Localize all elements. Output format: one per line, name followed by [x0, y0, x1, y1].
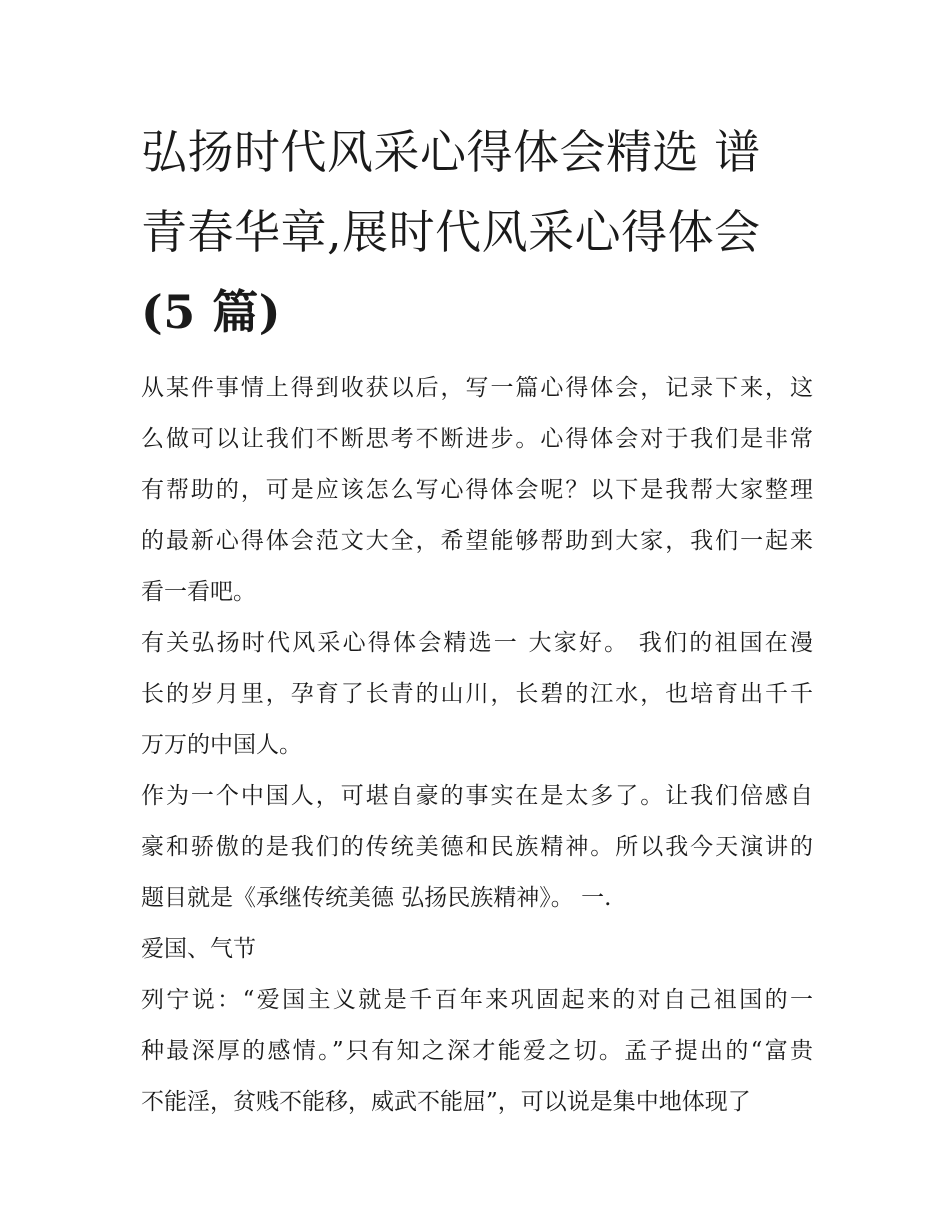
text-line: 看一看吧。 [141, 579, 256, 605]
section-heading [141, 924, 813, 975]
text-line: 长的岁月里，孕育了长青的山川，长碧的江水，也培育出千千 [141, 681, 813, 707]
text-line: 作为一个中国人，可堪自豪的事实在是太多了。让我们倍感自 [141, 783, 813, 809]
paragraph-intro [141, 363, 813, 618]
text-line: 么做可以让我们不断思考不断进步。心得体会对于我们是非常 [141, 426, 813, 452]
document-title [141, 112, 813, 352]
text-line: 有关弘扬时代风采心得体会精选一 大家好。 我们的祖国在漫 [141, 630, 813, 656]
document-body [141, 363, 813, 1128]
text-line: 从某件事情上得到收获以后，写一篇心得体会，记录下来，这 [141, 375, 813, 401]
title-line: 青春华章,展时代风采心得体会 [141, 205, 761, 259]
document-page [141, 112, 813, 1128]
text-line: 不能淫，贫贱不能移，威武不能屈”，可以说是集中地体现了 [141, 1089, 751, 1115]
text-line: 爱国、气节 [141, 936, 256, 962]
text-line: 题目就是《承继传统美德 弘扬民族精神》。 一. [141, 885, 612, 911]
paragraph-lenin-quote [141, 975, 813, 1128]
paragraph-pride [141, 771, 813, 924]
text-line: 豪和骄傲的是我们的传统美德和民族精神。所以我今天演讲的 [141, 834, 813, 860]
paragraph-essay-one-opening [141, 618, 813, 771]
text-line: 种最深厚的感情。”只有知之深才能爱之切。孟子提出的“富贵 [141, 1038, 813, 1064]
text-line: 列宁说：“爱国主义就是千百年来巩固起来的对自己祖国的一 [141, 987, 813, 1013]
text-line: 有帮助的，可是应该怎么写心得体会呢？以下是我帮大家整理 [141, 477, 813, 503]
title-line: (5 篇) [141, 285, 282, 339]
text-line: 万万的中国人。 [141, 732, 302, 758]
title-line: 弘扬时代风采心得体会精选 谱 [141, 125, 761, 179]
text-line: 的最新心得体会范文大全，希望能够帮助到大家，我们一起来 [141, 528, 813, 554]
